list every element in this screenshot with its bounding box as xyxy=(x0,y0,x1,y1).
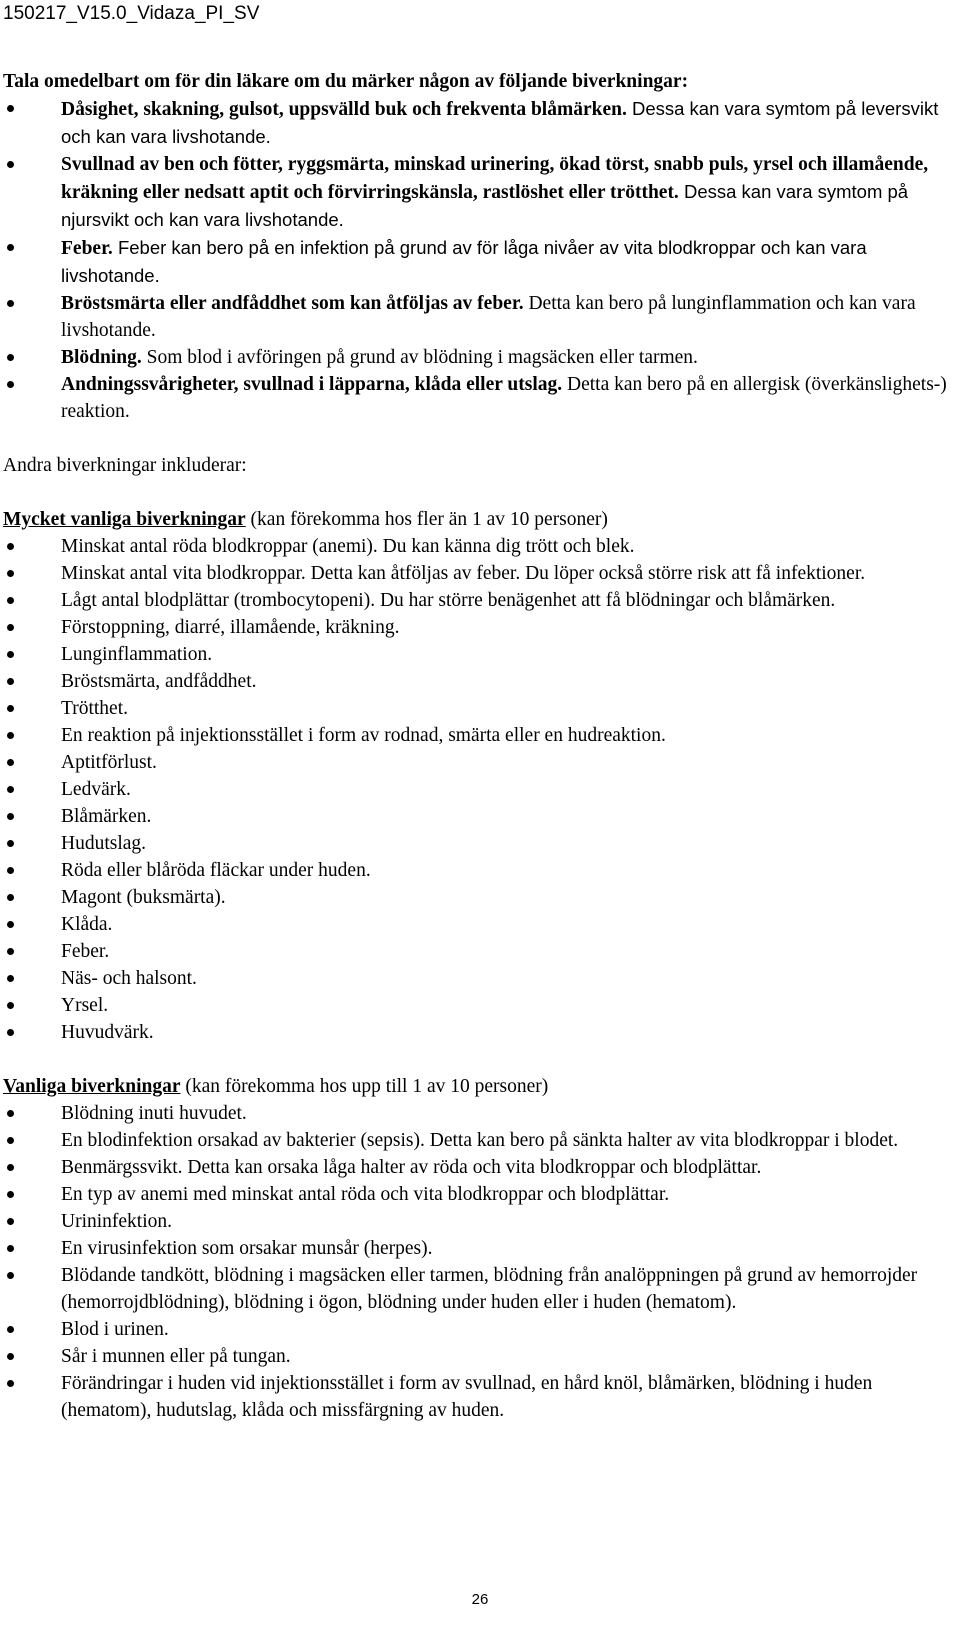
list-item: Magont (buksmärta). xyxy=(3,884,953,911)
page-number: 26 xyxy=(471,1591,489,1608)
list-item: En typ av anemi med minskat antal röda och vita blodkroppar och blodplättar. xyxy=(3,1181,953,1208)
urgent-item xyxy=(3,234,953,290)
common-heading xyxy=(3,1073,953,1100)
list-item: Ledvärk. xyxy=(3,776,953,803)
urgent-item-text: Feber kan bero på en infektion på grund av för låga nivåer av vita blodkroppar och kan vara livshotande. xyxy=(61,237,867,286)
very-common-heading xyxy=(3,506,953,533)
list-item: En blodinfektion orsakad av bakterier (sepsis). Detta kan bero på sänkta halter av vita blodkroppar i blodet. xyxy=(3,1127,953,1154)
common-list xyxy=(3,1100,953,1424)
list-item: Blödning inuti huvudet. xyxy=(3,1100,953,1127)
list-item: Bröstsmärta, andfåddhet. xyxy=(3,668,953,695)
common-frequency: (kan förekomma hos upp till 1 av 10 personer) xyxy=(180,1076,549,1097)
urgent-item-text: Detta kan bero på lunginflammation och kan vara livshotande. xyxy=(61,293,916,341)
urgent-item-text: Dessa kan vara symtom på njursvikt och kan vara livshotande. xyxy=(61,181,909,230)
urgent-item-bold: Andningssvårigheter, svullnad i läpparna, klåda eller utslag. xyxy=(61,374,563,395)
list-item: Trötthet. xyxy=(3,695,953,722)
list-item: En virusinfektion som orsakar munsår (herpes). xyxy=(3,1235,953,1262)
list-item: Sår i munnen eller på tungan. xyxy=(3,1343,953,1370)
list-item: En reaktion på injektionsstället i form av rodnad, smärta eller en hudreaktion. xyxy=(3,722,953,749)
urgent-item-bold: Feber. xyxy=(61,238,113,259)
list-item: Klåda. xyxy=(3,911,953,938)
urgent-item xyxy=(3,344,953,371)
list-item: Hudutslag. xyxy=(3,830,953,857)
common-label: Vanliga biverkningar xyxy=(3,1076,181,1097)
very-common-label: Mycket vanliga biverkningar xyxy=(3,509,246,530)
very-common-list xyxy=(3,533,953,1046)
list-item: Lågt antal blodplättar (trombocytopeni). Du har större benägenhet att få blödningar och blåmärken. xyxy=(3,587,953,614)
list-item: Minskat antal vita blodkroppar. Detta kan åtföljas av feber. Du löper också större risk att få infektioner. xyxy=(3,560,953,587)
urgent-item-text: Detta kan bero på en allergisk (överkänslighets-) reaktion. xyxy=(61,374,947,422)
urgent-item xyxy=(3,290,953,344)
list-item: Lunginflammation. xyxy=(3,641,953,668)
urgent-item-bold: Bröstsmärta eller andfåddhet som kan åtföljas av feber. xyxy=(61,293,524,314)
urgent-item-bold: Svullnad av ben och fötter, ryggsmärta, minskad urinering, ökad törst, snabb puls, yrsel och illamående, kräkning eller nedsatt aptit och förvirringskänsla, rastlöshet eller trötthet. xyxy=(61,154,929,203)
list-item: Röda eller blåröda fläckar under huden. xyxy=(3,857,953,884)
urgent-item-text: Som blod i avföringen på grund av blödning i magsäcken eller tarmen. xyxy=(141,347,698,368)
list-item: Blåmärken. xyxy=(3,803,953,830)
list-item: Urininfektion. xyxy=(3,1208,953,1235)
list-item: Huvudvärk. xyxy=(3,1019,953,1046)
list-item: Benmärgssvikt. Detta kan orsaka låga halter av röda och vita blodkroppar och blodplättar. xyxy=(3,1154,953,1181)
list-item: Yrsel. xyxy=(3,992,953,1019)
very-common-frequency: (kan förekomma hos fler än 1 av 10 personer) xyxy=(245,509,608,530)
urgent-intro: Tala omedelbart om för din läkare om du märker någon av följande biverkningar: xyxy=(3,71,689,92)
urgent-item-bold: Blödning. xyxy=(61,347,142,368)
urgent-item xyxy=(3,371,953,425)
other-side-effects-intro: Andra biverkningar inkluderar: xyxy=(3,455,247,476)
document-id-header: 150217_V15.0_Vidaza_PI_SV xyxy=(3,3,260,24)
list-item: Blödande tandkött, blödning i magsäcken eller tarmen, blödning från analöppningen på grund av hemorrojder (hemorrojdblödning), blödning i ögon, blödning under huden eller i huden (hematom). xyxy=(3,1262,953,1316)
list-item: Feber. xyxy=(3,938,953,965)
urgent-item-bold: Dåsighet, skakning, gulsot, uppsvälld buk och frekventa blåmärken. xyxy=(61,99,627,120)
urgent-item xyxy=(3,95,953,151)
list-item: Näs- och halsont. xyxy=(3,965,953,992)
leaflet-content xyxy=(3,68,953,1424)
urgent-list xyxy=(3,95,953,425)
list-item: Aptitförlust. xyxy=(3,749,953,776)
list-item: Förändringar i huden vid injektionsstället i form av svullnad, en hård knöl, blåmärken, blödning i huden (hematom), hudutslag, klåda och missfärgning av huden. xyxy=(3,1370,953,1424)
list-item: Minskat antal röda blodkroppar (anemi). Du kan känna dig trött och blek. xyxy=(3,533,953,560)
list-item: Förstoppning, diarré, illamående, kräkning. xyxy=(3,614,953,641)
list-item: Blod i urinen. xyxy=(3,1316,953,1343)
urgent-item-text: Dessa kan vara symtom på leversvikt och kan vara livshotande. xyxy=(61,98,939,147)
urgent-item xyxy=(3,151,953,234)
